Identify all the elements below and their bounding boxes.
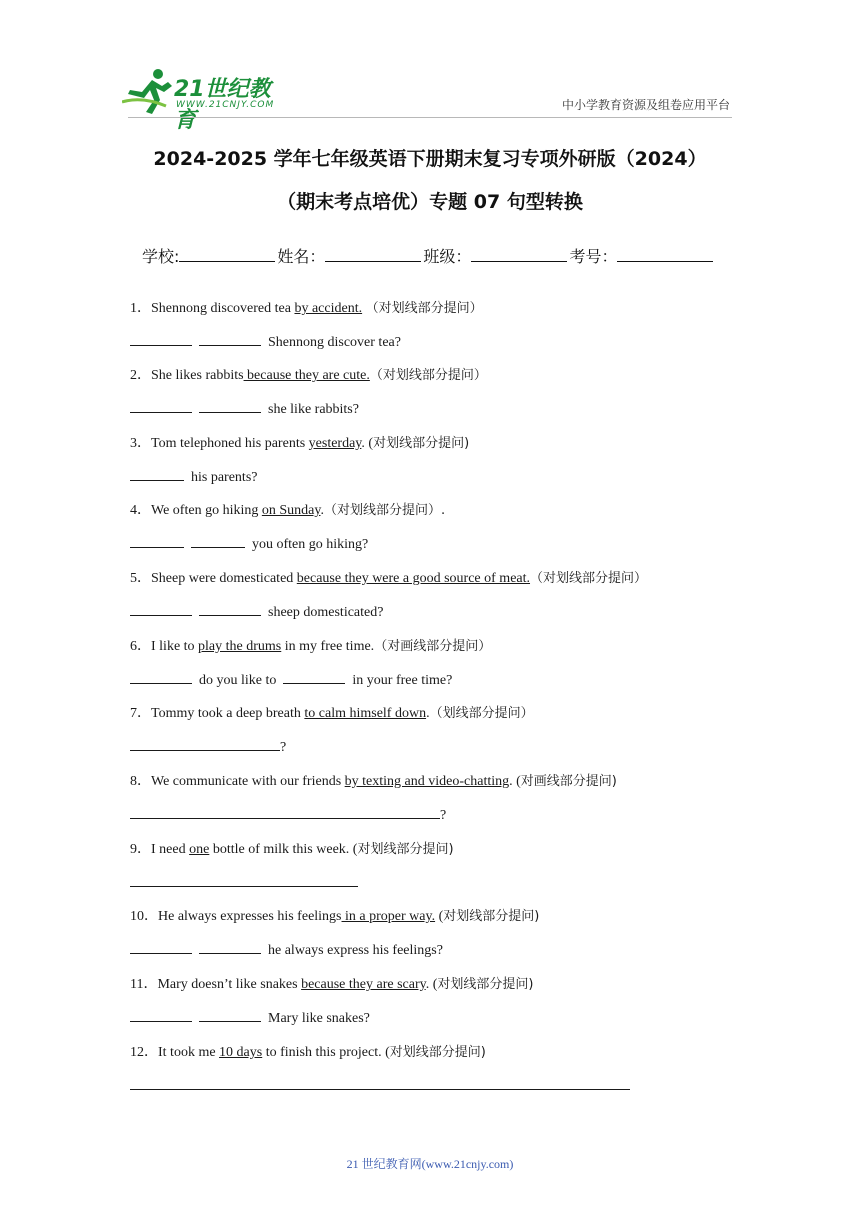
header-divider xyxy=(128,117,732,118)
answer-12 xyxy=(130,1075,630,1095)
answer-blank[interactable] xyxy=(130,533,184,548)
underlined-part: play the drums xyxy=(198,639,282,654)
question-5: 5．Sheep were domesticated because they were a good source of meat.（对划线部分提问） xyxy=(130,571,648,586)
logo xyxy=(122,66,292,133)
answer-blank[interactable] xyxy=(130,398,192,413)
underlined-part: because they were a good source of meat. xyxy=(296,571,531,586)
underlined-part: 10 days xyxy=(219,1045,263,1060)
answer-blank[interactable] xyxy=(130,736,280,751)
answer-11: Mary like snakes? xyxy=(130,1007,370,1027)
answer-blank[interactable] xyxy=(199,398,261,413)
class-label: 班级： xyxy=(423,247,472,266)
underlined-part: by accident. xyxy=(294,301,363,316)
answer-4: you often go hiking? xyxy=(130,533,368,553)
platform-label: 中小学教育资源及组卷应用平台 xyxy=(561,98,730,112)
answer-blank[interactable] xyxy=(130,466,184,481)
logo-url: WWW.21CNJY.COM xyxy=(176,100,275,110)
logo-text: 21世纪教育 xyxy=(174,77,271,133)
answer-blank[interactable] xyxy=(130,601,192,616)
answer-blank[interactable] xyxy=(130,331,192,346)
page-title: 2024-2025 学年七年级英语下册期末复习专项外研版（2024） xyxy=(153,148,707,170)
answer-blank[interactable] xyxy=(283,669,345,684)
answer-blank[interactable] xyxy=(130,1007,192,1022)
number-field[interactable] xyxy=(617,245,713,262)
answer-3: his parents? xyxy=(130,466,257,486)
student-info-row xyxy=(142,244,715,267)
answer-9 xyxy=(130,872,358,892)
number-label: 考号： xyxy=(569,247,618,266)
underlined-part: yesterday xyxy=(308,436,362,451)
question-11: 11．Mary doesn’t like snakes because they are scary. (对划线部分提问) xyxy=(130,977,534,992)
answer-blank[interactable] xyxy=(199,331,261,346)
underlined-part: on Sunday xyxy=(261,503,321,518)
answer-10: he always express his feelings? xyxy=(130,939,443,959)
class-field[interactable] xyxy=(471,245,567,262)
runner-logo-icon xyxy=(122,66,178,116)
page-subtitle: （期末考点培优）专题 07 句型转换 xyxy=(277,191,583,213)
underlined-part: by texting and video-chatting xyxy=(344,774,510,789)
answer-blank[interactable] xyxy=(199,601,261,616)
answer-blank[interactable] xyxy=(191,533,245,548)
page-header xyxy=(0,0,860,133)
underlined-part: one xyxy=(189,842,210,857)
answer-2: she like rabbits? xyxy=(130,398,359,418)
answer-blank[interactable] xyxy=(199,1007,261,1022)
school-label: 学校: xyxy=(142,247,180,266)
answer-5: sheep domesticated? xyxy=(130,601,383,621)
answer-blank[interactable] xyxy=(130,872,358,887)
answer-blank[interactable] xyxy=(130,804,440,819)
underlined-part: to calm himself down xyxy=(304,706,427,721)
question-9: 9．I need one bottle of milk this week. (对划线部分提问) xyxy=(130,842,454,857)
answer-1: Shennong discover tea? xyxy=(130,331,401,351)
answer-blank[interactable] xyxy=(199,939,261,954)
question-8: 8．We communicate with our friends by texting and video-chatting. (对画线部分提问) xyxy=(130,774,617,789)
underlined-part: because they are cute. xyxy=(243,368,370,383)
question-7: 7．Tommy took a deep breath to calm himself down.（划线部分提问） xyxy=(130,706,534,721)
name-field[interactable] xyxy=(325,245,421,262)
answer-8: ? xyxy=(130,804,446,824)
school-field[interactable] xyxy=(179,245,275,262)
question-2: 2．She likes rabbits because they are cute.（对划线部分提问） xyxy=(130,368,487,383)
answer-blank[interactable] xyxy=(130,1075,630,1090)
question-3: 3．Tom telephoned his parents yesterday. (对划线部分提问) xyxy=(130,436,470,451)
underlined-part: in a proper way. xyxy=(341,909,436,924)
question-4: 4．We often go hiking on Sunday.（对划线部分提问）. xyxy=(130,503,446,518)
underlined-part: because they are scary xyxy=(301,977,426,992)
answer-blank[interactable] xyxy=(130,939,192,954)
answer-6: do you like to in your free time? xyxy=(130,669,452,689)
page-footer[interactable]: 21 世纪教育网(www.21cnjy.com) xyxy=(346,1157,514,1171)
name-label: 姓名： xyxy=(277,247,326,266)
answer-7: ? xyxy=(130,736,286,756)
question-12: 12．It took me 10 days to finish this project. (对划线部分提问) xyxy=(130,1045,486,1060)
question-6: 6．I like to play the drums in my free time.（对画线部分提问） xyxy=(130,639,492,654)
question-1: 1．Shennong discovered tea by accident. （对划线部分提问） xyxy=(130,301,483,316)
question-10: 10．He always expresses his feelings in a proper way. (对划线部分提问) xyxy=(130,909,540,924)
answer-blank[interactable] xyxy=(130,669,192,684)
